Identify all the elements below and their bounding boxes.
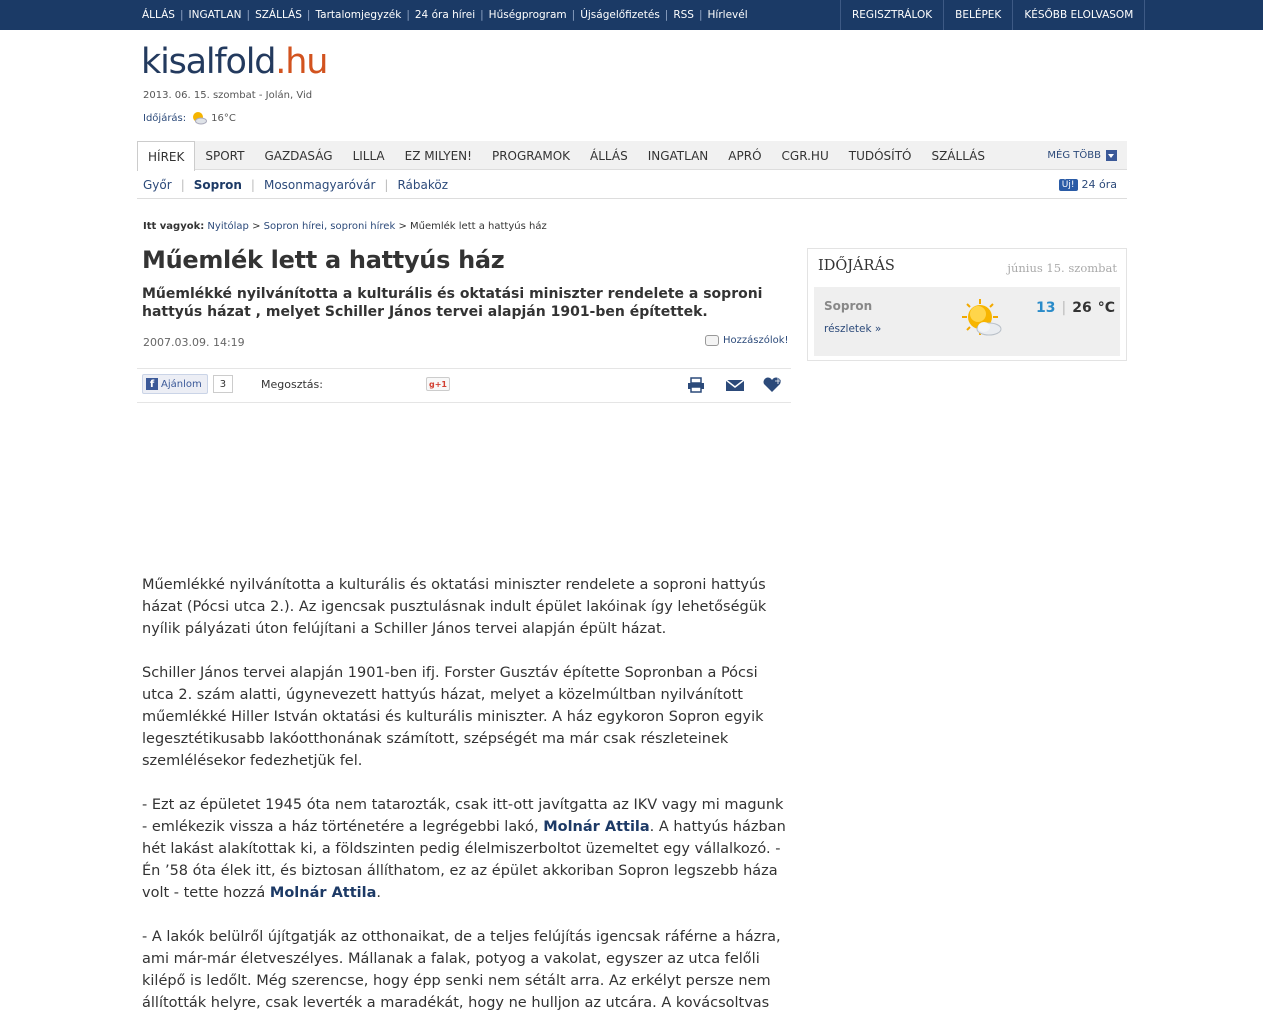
nav-item-programok[interactable]: PROGRAMOK: [491, 148, 571, 163]
nav-item-allas[interactable]: ÁLLÁS: [590, 148, 628, 163]
top-bar: [0, 0, 1263, 30]
sun-cloud-icon: [960, 297, 1004, 341]
favorite-add-icon[interactable]: [762, 377, 782, 393]
weather-temp: 16°C: [211, 112, 236, 124]
weather-city: Sopron: [824, 299, 873, 313]
top-link-hirlevel[interactable]: Hírlevél: [707, 9, 748, 21]
article-date: 2007.03.09. 14:19: [143, 336, 245, 349]
share-bar: [137, 368, 791, 403]
nav-item-ingatlan[interactable]: INGATLAN: [647, 148, 709, 163]
weather-high: 26: [1072, 300, 1092, 316]
weather-low: 13: [1036, 300, 1056, 316]
weather-widget: [807, 248, 1127, 361]
nav-item-ez-milyen[interactable]: EZ MILYEN!: [404, 148, 472, 163]
article-title: Műemlék lett a hattyús ház: [142, 246, 505, 274]
nav-item-gazdasag[interactable]: GAZDASÁG: [264, 148, 333, 163]
share-label: Megosztás:: [261, 378, 323, 391]
nav-item-tudosito[interactable]: TUDÓSÍTÓ: [848, 148, 912, 163]
chevron-down-icon: [1106, 150, 1117, 161]
logo-suffix: .hu: [275, 42, 328, 82]
top-link-szallas[interactable]: SZÁLLÁS: [255, 9, 302, 21]
nav-item-hirek[interactable]: HÍREK: [137, 141, 195, 171]
nav-item-cgr[interactable]: CGR.HU: [781, 148, 829, 163]
article-body: [142, 574, 792, 1018]
top-link-rss[interactable]: RSS: [673, 9, 694, 21]
nav-item-sport[interactable]: SPORT: [205, 148, 245, 163]
account-links: [840, 0, 1145, 30]
top-link-tartalomjegyzek[interactable]: Tartalomjegyzék: [315, 9, 402, 21]
weather-temperatures: 13 | 26 °C: [1036, 300, 1115, 316]
login-button[interactable]: BELÉPEK: [943, 0, 1012, 30]
weather-label: Időjárás:: [143, 112, 187, 124]
news-24h-link[interactable]: [1059, 178, 1117, 191]
nav-item-lilla[interactable]: LILLA: [352, 148, 385, 163]
top-link-ujsagelofizetes[interactable]: Újságelőfizetés: [580, 9, 660, 21]
news-24h-label: 24 óra: [1081, 178, 1117, 191]
date-line: 2013. 06. 15. szombat - Jolán, Vid: [143, 90, 313, 101]
more-menu-button[interactable]: [1047, 141, 1117, 170]
comment-label: Hozzászólok!: [723, 335, 789, 346]
email-icon[interactable]: [725, 377, 745, 393]
comment-link[interactable]: [705, 335, 789, 346]
main-nav: [137, 141, 1127, 170]
sun-cloud-icon: [191, 111, 207, 125]
subnav-item-rabakoz[interactable]: Rábaköz: [397, 178, 448, 192]
new-badge: Új!: [1059, 179, 1078, 191]
weather-widget-title: IDŐJÁRÁS: [818, 258, 895, 274]
nav-item-szallas[interactable]: SZÁLLÁS: [931, 148, 985, 163]
weather-widget-date: június 15. szombat: [1007, 261, 1117, 275]
facebook-like-label: Ajánlom: [161, 378, 202, 390]
facebook-like: [142, 374, 233, 394]
google-plus-button[interactable]: g +1: [426, 377, 450, 391]
breadcrumb-label: Itt vagyok:: [143, 221, 205, 232]
google-plus-icon: g: [428, 379, 435, 389]
breadcrumb: Itt vagyok: Nyitólap > Sopron hírei, soproni hírek > Műemlék lett a hattyús ház: [143, 221, 547, 232]
top-link-husegprogram[interactable]: Hűségprogram: [488, 9, 567, 21]
article-paragraph: - Ezt az épületet 1945 óta nem tatarozták, csak itt-ott javítgatta az IKV vagy mi magunk - emlékezik vissza a ház történetére a legrégebbi lakó, Molnár Attila. A hattyús házban hét lakást alakítottak ki, a földszinten pedig élelmiszerboltot üzemeltet egy vállalkozó. - Én ’58 óta élek itt, és biztosan állíthatom, ez az épület akkoriban Sopron legszebb háza volt - tette hozzá Molnár Attila.: [142, 797, 786, 901]
weather-summary[interactable]: [143, 111, 236, 125]
subnav-item-sopron[interactable]: Sopron: [193, 178, 242, 192]
person-link-molnar-attila[interactable]: Molnár Attila: [543, 819, 650, 835]
print-icon[interactable]: [686, 377, 706, 393]
subnav-item-gyor[interactable]: Győr: [143, 178, 172, 192]
logo-main: kisalfold: [141, 42, 276, 82]
sub-nav: Győr | Sopron | Mosonmagyaróvár | Rábaköz Új! 24 óra: [137, 171, 1127, 199]
article-lead: Műemlékké nyilvánította a kulturális és oktatási miniszter rendelete a soproni hattyús házat , melyet Schiller János tervei alapján 1901-ben építettek.: [142, 286, 763, 320]
register-button[interactable]: REGISZTRÁLOK: [840, 0, 943, 30]
article-paragraph: Schiller János tervei alapján 1901-ben ifj. Forster Gusztáv építette Sopronban a Pócsi utca 2. szám alatti, úgynevezett hattyús házat, melyet a közelmúltban nyilvánított műemlékké Hiller István oktatási és kulturális miniszter. A ház egykoron Sopron egyik legesztétikusabb lakóotthonának számított, szépségét ma már csak részleteinek szemlélésekor fedezhetjük fel.: [142, 665, 764, 769]
comment-bubble-icon: [705, 335, 719, 346]
breadcrumb-home[interactable]: Nyitólap: [207, 221, 249, 232]
weather-unit: °C: [1097, 300, 1115, 316]
facebook-icon: f: [146, 378, 158, 390]
person-link-molnar-attila-2[interactable]: Molnár Attila: [269, 885, 377, 901]
article-paragraph: - A lakók belülről újítgatják az otthonaikat, de a teljes felújítás igencsak ráférne a házra, ami már-már életveszélyes. Mállanak a falak, potyog a vakolat, egyszer az utca felőli kilépő is ledőlt. Még szerencse, hogy épp senki nem sétált arra. Az erkélyt persze nem állították helyre, csak leverték a maradékát, hogy ne hulljon az utcára. A kovácsoltvas: [142, 929, 781, 1011]
top-link-24-ora-hirei[interactable]: 24 óra hírei: [414, 9, 476, 21]
read-later-button[interactable]: KÉSŐBB ELOLVASOM: [1012, 0, 1145, 30]
top-link-ingatlan[interactable]: INGATLAN: [188, 9, 242, 21]
weather-widget-panel: [814, 287, 1120, 356]
more-label: MÉG TÖBB: [1047, 150, 1101, 161]
breadcrumb-current: Műemlék lett a hattyús ház: [410, 221, 547, 232]
subnav-item-mosonmagyarovar[interactable]: Mosonmagyaróvár: [263, 178, 376, 192]
facebook-like-button[interactable]: [142, 374, 208, 394]
breadcrumb-sopron[interactable]: Sopron hírei, soproni hírek: [263, 221, 396, 232]
article-paragraph: Műemlékké nyilvánította a kulturális és oktatási miniszter rendelete a soproni hattyús házat (Pócsi utca 2.). Az igencsak pusztulásnak indult épület lakóinak így lehetőségük nyílik pályázati úton felújítani a Schiller János tervei alapján épült házat.: [142, 577, 767, 637]
nav-item-apro[interactable]: APRÓ: [728, 148, 762, 163]
weather-details-link[interactable]: részletek »: [824, 323, 882, 335]
top-link-allas[interactable]: ÁLLÁS: [142, 9, 175, 21]
facebook-like-count: 3: [213, 375, 233, 393]
top-links: ÁLLÁS | INGATLAN | SZÁLLÁS | Tartalomjegyzék | 24 óra hírei | Hűségprogram | Újságelőfizetés | RSS | Hírlevél: [142, 9, 748, 21]
site-logo[interactable]: [141, 42, 327, 82]
